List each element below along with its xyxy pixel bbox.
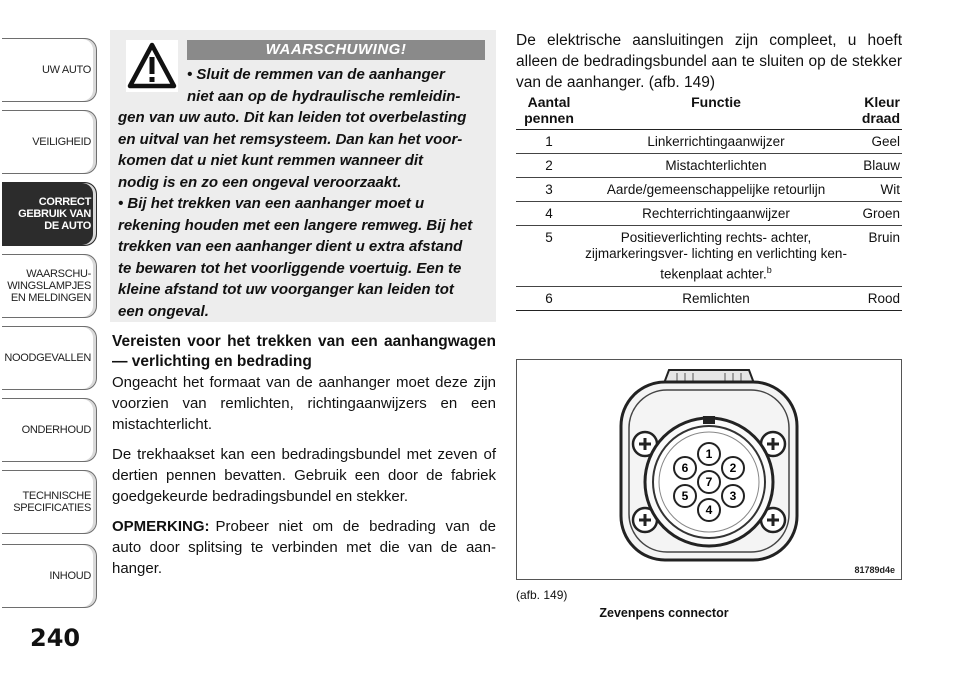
warning-line: een ongeval. xyxy=(118,302,209,320)
warning-line: nodig is en zo een ongeval veroorzaakt. xyxy=(118,173,402,191)
connector-pin xyxy=(722,485,744,507)
function-cell xyxy=(582,286,850,310)
table-row xyxy=(516,226,902,287)
sidebar-tab-label: WAARSCHU- WINGSLAMPJES EN MELDINGEN xyxy=(7,268,91,304)
function-text: Mistachterlichten xyxy=(665,158,767,173)
warning-title: WAARSCHUWING! xyxy=(187,40,485,60)
paragraph: Ongeacht het formaat van de aanhanger moet deze zijn voorzien van remlichten, richtingaanwijzers en een mistachterlicht. xyxy=(112,374,496,433)
wire-color-cell: Rood xyxy=(850,286,902,310)
pin-count-cell: 4 xyxy=(516,202,582,226)
pin-number: 5 xyxy=(681,489,689,503)
wire-color-cell: Bruin xyxy=(850,226,902,287)
connector-pin xyxy=(698,499,720,521)
sidebar-tab-technische-specificaties[interactable] xyxy=(2,470,97,534)
pin-number: 1 xyxy=(705,447,713,461)
pin-count-cell: 1 xyxy=(516,130,582,154)
wire-color-cell: Geel xyxy=(850,130,902,154)
sidebar-tab-label: CORRECT GEBRUIK VAN DE AUTO xyxy=(18,196,91,232)
wire-color-cell: Wit xyxy=(850,178,902,202)
page-number: 240 xyxy=(30,624,81,652)
table-header-row xyxy=(516,94,902,130)
intro-paragraph: De elektrische aansluitingen zijn compleet, u hoeft alleen de bedradingsbundel aan te sluiten op de stekker van de aanhanger. (afb. 149) xyxy=(516,32,902,91)
pin-count-cell: 2 xyxy=(516,154,582,178)
sidebar-tab-correct-gebruik[interactable] xyxy=(2,182,97,246)
sidebar-tab-label: ONDERHOUD xyxy=(21,424,91,436)
table-row xyxy=(516,286,902,310)
note-text: Probeer niet om de bedrading van de auto door splitsing te verbinden met die van de aan- hanger. xyxy=(112,518,496,577)
pin-count-cell: 5 xyxy=(516,226,582,287)
function-cell xyxy=(582,226,850,287)
sidebar-tab-inhoud[interactable] xyxy=(2,544,97,608)
warning-line: • Bij het trekken van een aanhanger moet u xyxy=(118,195,425,212)
warning-box xyxy=(110,30,496,322)
table-row xyxy=(516,202,902,226)
warning-line: rekening houden met een langere remweg. Bij het xyxy=(118,216,473,234)
connector-pin xyxy=(674,457,696,479)
pin-number: 2 xyxy=(729,461,737,475)
warning-text xyxy=(118,64,490,322)
table-row xyxy=(516,154,902,178)
warning-line: trekken van een aanhanger dient u extra afstand xyxy=(118,238,463,255)
sidebar-tab-noodgevallen[interactable] xyxy=(2,326,97,390)
figure-caption: Zevenpens connector xyxy=(599,606,729,620)
connector-pin xyxy=(674,485,696,507)
sidebar-tab-label: INHOUD xyxy=(49,570,91,582)
table-row xyxy=(516,130,902,154)
sidebar-tab-uw-auto[interactable] xyxy=(2,38,97,102)
pin-number: 4 xyxy=(705,503,713,517)
connector-pin xyxy=(698,471,720,493)
figure-reference: (afb. 149) xyxy=(516,588,568,602)
warning-line: te bewaren tot het voorliggende voertuig. Een te xyxy=(118,259,462,277)
sidebar-tab-label: NOODGEVALLEN xyxy=(4,352,91,364)
column-header: Kleur draad xyxy=(850,94,902,130)
function-cell xyxy=(582,130,850,154)
warning-line: niet aan op de hydraulische remleidin- xyxy=(187,87,461,105)
warning-line: komen dat u niet kunt remmen wanneer dit xyxy=(118,152,424,169)
warning-line: en uitval van het remsysteem. Dan kan het voor- xyxy=(118,130,463,148)
note-label: OPMERKING: xyxy=(112,518,210,535)
function-text: Linkerrichtingaanwijzer xyxy=(647,134,785,149)
wire-color-cell: Groen xyxy=(850,202,902,226)
warning-line: kleine afstand tot uw voorganger kan leiden tot xyxy=(118,281,454,298)
connector-illustration xyxy=(517,360,901,579)
sidebar-tab-onderhoud[interactable] xyxy=(2,398,97,462)
pin-number: 3 xyxy=(729,489,737,503)
pin-count-cell: 6 xyxy=(516,286,582,310)
pin-count-cell: 3 xyxy=(516,178,582,202)
sidebar-tab-label: VEILIGHEID xyxy=(32,136,91,148)
function-text: Aarde/gemeenschappelijke retourlijn xyxy=(606,182,826,197)
function-cell xyxy=(582,178,850,202)
connector-figure xyxy=(516,359,902,580)
function-text: Rechterrichtingaanwijzer xyxy=(642,206,790,221)
sidebar-tab-veiligheid[interactable] xyxy=(2,110,97,174)
section-heading: Vereisten voor het trekken van een aanhangwagen — verlichting en bedrading xyxy=(112,333,496,370)
pin-number: 7 xyxy=(705,475,713,489)
figure-code: 81789d4e xyxy=(854,565,895,575)
column-header: Aantal pennen xyxy=(516,94,582,130)
note-paragraph xyxy=(112,516,496,579)
function-text: Positieverlichting rechts- achter, zijmarkeringsver- lichting en verlichting ken- tekenplaat achter. xyxy=(585,230,847,282)
wire-color-cell: Blauw xyxy=(850,154,902,178)
column-header: Functie xyxy=(582,94,850,130)
connector-pin xyxy=(698,443,720,465)
footnote-marker: b xyxy=(766,265,772,275)
function-text: Remlichten xyxy=(682,290,750,306)
paragraph: De trekhaakset kan een bedradingsbundel met zeven of dertien pennen bevatten. Gebruik een door de fabriek goedgekeurde bedradingsbundel en stekker. xyxy=(112,446,496,505)
sidebar-tab-label: UW AUTO xyxy=(41,64,91,76)
connector-pin xyxy=(722,457,744,479)
warning-line: gen van uw auto. Dit kan leiden tot overbelasting xyxy=(118,109,467,126)
wiring-table xyxy=(516,94,902,311)
warning-line: • Sluit de remmen van de aanhanger xyxy=(187,66,445,83)
left-body xyxy=(112,332,496,588)
table-row xyxy=(516,178,902,202)
sidebar-tab-label: TECHNISCHE SPECIFICATIES xyxy=(13,490,91,514)
function-cell xyxy=(582,202,850,226)
pin-number: 6 xyxy=(681,461,689,475)
sidebar-tab-waarschuwingslampjes[interactable] xyxy=(2,254,97,318)
function-cell xyxy=(582,154,850,178)
